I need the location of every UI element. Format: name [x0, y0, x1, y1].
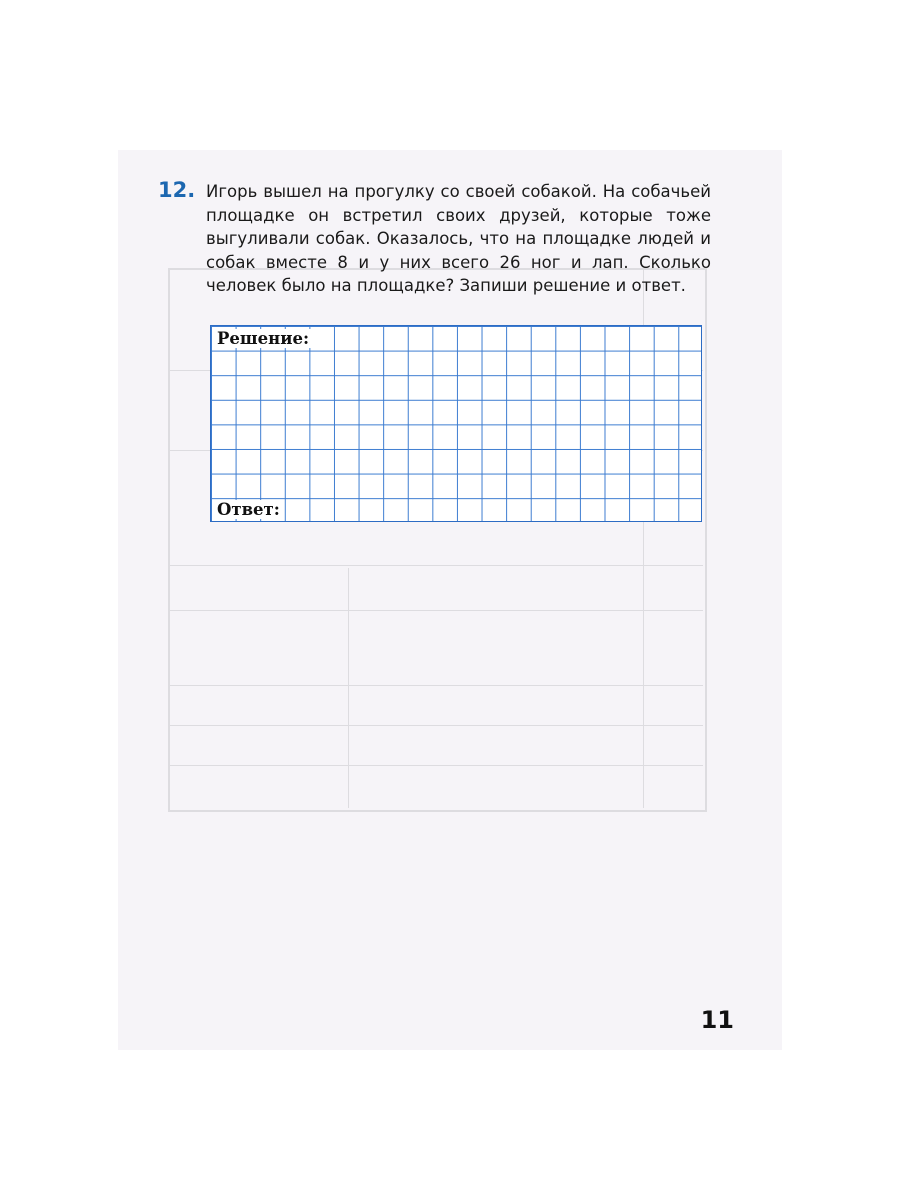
task-number: 12. — [158, 178, 196, 202]
task-text: Игорь вышел на прогулку со своей собакой. На собачьей площадке он встретил своих друзей, которые тоже выгуливали собак. Оказалось, что на площадке людей и собак вместе 8 и у них всего 26 ног и лап. Сколько человек было на площадке? Запиши решение и ответ. — [206, 182, 711, 295]
solution-label: Решение: — [214, 329, 312, 348]
page-number: 11 — [700, 1006, 734, 1034]
workbook-page — [118, 150, 782, 1050]
answer-label: Ответ: — [214, 500, 283, 519]
answer-grid[interactable] — [210, 325, 702, 522]
